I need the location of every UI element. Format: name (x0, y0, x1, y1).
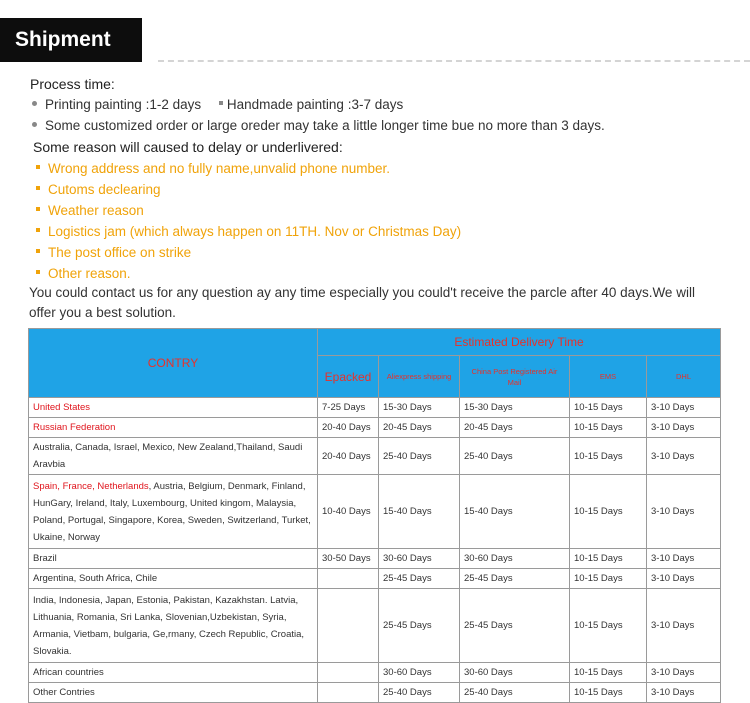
method-header: Aliexpress shipping (379, 356, 460, 398)
delay-reason: Cutoms declearing (36, 182, 161, 197)
value-cell: 3-10 Days (647, 438, 721, 475)
value-cell: 25-40 Days (460, 438, 570, 475)
country-column-header: CONTRY (29, 329, 318, 398)
value-cell: 25-45 Days (379, 589, 460, 663)
bullet-icon (32, 101, 37, 106)
table-header-row (29, 329, 721, 356)
value-cell: 30-60 Days (379, 549, 460, 569)
value-cell (318, 569, 379, 589)
value-cell: 7-25 Days (318, 398, 379, 418)
bullet-icon (36, 270, 40, 274)
value-cell: 15-30 Days (460, 398, 570, 418)
value-cell: 10-15 Days (570, 438, 647, 475)
estimated-delivery-header: Estimated Delivery Time (318, 329, 721, 356)
delay-reason: Logistics jam (which always happen on 11TH. Nov or Christmas Day) (36, 224, 461, 239)
bullet-icon (36, 207, 40, 211)
value-cell: 30-60 Days (460, 663, 570, 683)
contact-note: You could contact us for any question ay any time especially you could't receive the parcle after 40 days.We will offer you a best solution. (29, 285, 695, 320)
delay-reasons-heading: Some reason will caused to delay or underlivered: (33, 139, 343, 155)
value-cell: 25-40 Days (460, 683, 570, 703)
delay-reason: The post office on strike (36, 245, 191, 260)
value-cell: 15-40 Days (379, 475, 460, 549)
delay-reason: Weather reason (36, 203, 144, 218)
other-countries: , Austria, Belgium, Denmark, Finland, HunGary, Ireland, Italy, Luxembourg, United kingom, Malaysia, Poland, Portugal, Singapore, Korea, Sweden, Switzerland, Turket, Ukaine, Norway (33, 480, 311, 543)
value-cell: 15-40 Days (460, 475, 570, 549)
value-cell (318, 683, 379, 703)
value-cell: 20-40 Days (318, 418, 379, 438)
delivery-time-table (28, 328, 721, 703)
value-cell: 10-15 Days (570, 398, 647, 418)
value-cell: 3-10 Days (647, 418, 721, 438)
value-cell: 3-10 Days (647, 398, 721, 418)
value-cell: 3-10 Days (647, 589, 721, 663)
value-cell: 3-10 Days (647, 475, 721, 549)
value-cell: 25-45 Days (460, 589, 570, 663)
bullet-icon (32, 122, 37, 127)
table-row (29, 438, 721, 475)
method-header: China Post Registered Air Mail (460, 356, 570, 398)
page-title: Shipment (0, 18, 142, 62)
table-row (29, 589, 721, 663)
value-cell: 3-10 Days (647, 663, 721, 683)
printing-time: Printing painting :1-2 days (45, 97, 202, 112)
value-cell: 20-45 Days (460, 418, 570, 438)
country-cell: India, Indonesia, Japan, Estonia, Pakistan, Kazakhstan. Latvia, Lithuania, Romania, Sri Lanka, Slovenian,Uzbekistan, Syria, Armania, Vietbam, bulgaria, Ge,rmany, Czech Republic, Croatia, Slovakia. (29, 589, 318, 663)
value-cell: 25-45 Days (379, 569, 460, 589)
country-cell: Australia, Canada, Israel, Mexico, New Zealand,Thailand, Saudi Aravbia (29, 438, 318, 475)
value-cell: 10-15 Days (570, 569, 647, 589)
country-cell (29, 475, 318, 549)
value-cell: 10-15 Days (570, 589, 647, 663)
method-header: EMS (570, 356, 647, 398)
value-cell: 10-15 Days (570, 549, 647, 569)
value-cell: 25-40 Days (379, 683, 460, 703)
table-row (29, 418, 721, 438)
delay-reason: Other reason. (36, 266, 131, 281)
value-cell: 25-40 Days (379, 438, 460, 475)
bullet-icon (36, 228, 40, 232)
country-cell: Russian Federation (29, 418, 318, 438)
country-cell: United States (29, 398, 318, 418)
value-cell: 15-30 Days (379, 398, 460, 418)
header-divider (158, 60, 750, 62)
country-cell: Other Contries (29, 683, 318, 703)
value-cell: 10-15 Days (570, 475, 647, 549)
method-header: DHL (647, 356, 721, 398)
table-row (29, 663, 721, 683)
country-cell: Argentina, South Africa, Chile (29, 569, 318, 589)
value-cell: 30-60 Days (379, 663, 460, 683)
table-row (29, 475, 721, 549)
value-cell: 30-50 Days (318, 549, 379, 569)
method-header: Epacked (318, 356, 379, 398)
process-time-line (32, 97, 403, 112)
bullet-icon (36, 165, 40, 169)
country-cell: African countries (29, 663, 318, 683)
handmade-time: Handmade painting :3-7 days (226, 97, 404, 112)
bullet-icon (36, 186, 40, 190)
custom-order-note (32, 118, 605, 133)
value-cell: 10-40 Days (318, 475, 379, 549)
country-cell: Brazil (29, 549, 318, 569)
bullet-icon (36, 249, 40, 253)
value-cell: 20-45 Days (379, 418, 460, 438)
custom-order-text: Some customized order or large oreder may take a little longer time bue no more than 3 days. (45, 118, 605, 133)
table-row (29, 549, 721, 569)
value-cell: 10-15 Days (570, 683, 647, 703)
delay-reason: Wrong address and no fully name,unvalid phone number. (36, 161, 390, 176)
value-cell: 25-45 Days (460, 569, 570, 589)
value-cell: 10-15 Days (570, 418, 647, 438)
value-cell: 3-10 Days (647, 683, 721, 703)
value-cell (318, 589, 379, 663)
table-row (29, 569, 721, 589)
table-row (29, 683, 721, 703)
process-time-heading: Process time: (30, 76, 115, 92)
table-row (29, 398, 721, 418)
value-cell: 10-15 Days (570, 663, 647, 683)
bullet-icon (219, 101, 223, 105)
value-cell: 3-10 Days (647, 549, 721, 569)
value-cell: 3-10 Days (647, 569, 721, 589)
value-cell: 30-60 Days (460, 549, 570, 569)
value-cell: 20-40 Days (318, 438, 379, 475)
value-cell (318, 663, 379, 683)
highlighted-countries: Spain, France, Netherlands (33, 480, 149, 492)
